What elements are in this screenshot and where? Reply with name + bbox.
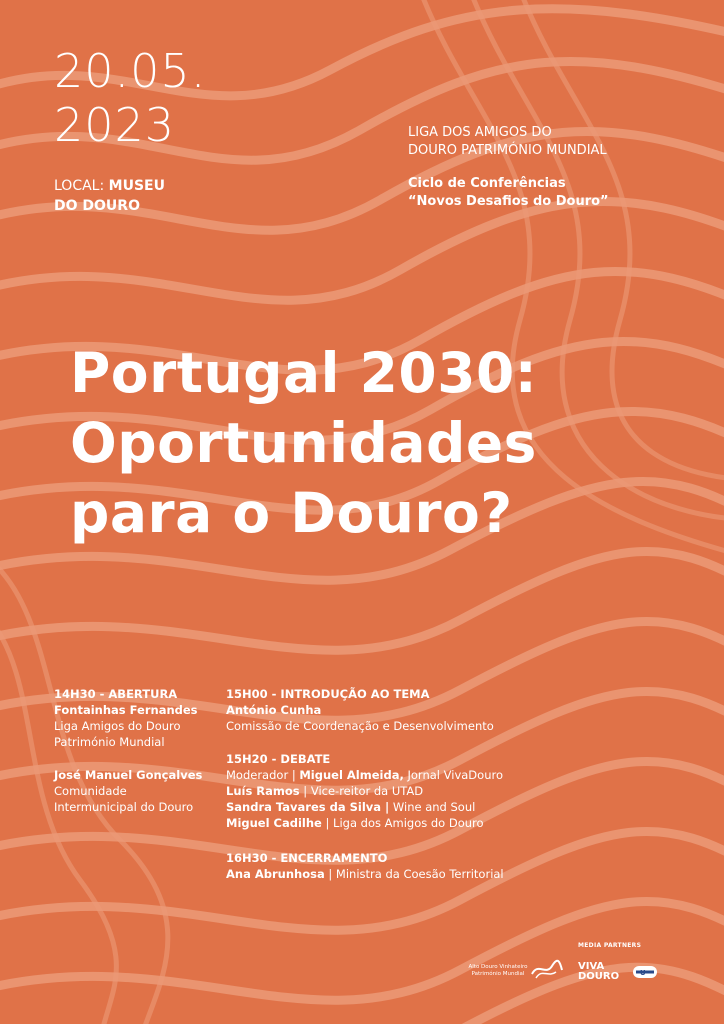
panelist1-name: Luís Ramos (226, 784, 300, 798)
intro-speaker-name: António Cunha (226, 703, 322, 717)
alto-douro-logo-text (468, 964, 528, 978)
debate-panelist-1 (226, 783, 556, 799)
speaker1-name: Fontainhas Fernandes (54, 703, 198, 717)
viva-line2: DOURO (578, 971, 620, 982)
speaker1-role-line1: Liga Amigos do Douro (54, 719, 181, 733)
headline-line1: Portugal 2030: (70, 341, 538, 405)
speaker2 (54, 767, 224, 815)
adv-line1: Alto Douro Vinhateiro (468, 964, 528, 970)
opening-title: 14H30 - ABERTURA (54, 687, 178, 701)
debate-moderator (226, 767, 556, 783)
panelist2-name: Sandra Tavares da Silva | (226, 800, 390, 814)
closing-speaker (226, 866, 556, 882)
headline-line2: Oportunidades (70, 411, 537, 475)
media-partners-label: MEDIA PARTNERS (578, 942, 642, 949)
headline-line3: para o Douro? (70, 481, 513, 545)
speaker1-role-line2: Património Mundial (54, 735, 165, 749)
main-headline (70, 338, 537, 548)
intro-title: 15H00 - INTRODUÇÃO AO TEMA (226, 687, 430, 701)
viva-douro-logo (578, 962, 619, 982)
organizer-name (408, 124, 607, 160)
program-right-column (226, 686, 556, 882)
event-date (54, 44, 206, 152)
organizer-line1: LIGA DOS AMIGOS DO (408, 125, 552, 140)
closing-speaker-name: Ana Abrunhosa (226, 867, 325, 881)
moderator-name: Miguel Almeida, (299, 768, 404, 782)
location-place-line1: MUSEU (108, 178, 165, 194)
viva-line1: VIVA (578, 961, 605, 972)
organizer-line2: DOURO PATRIMÓNIO MUNDIAL (408, 143, 607, 158)
opening-session (54, 686, 224, 750)
panelist1-role: | Vice-reitor da UTAD (299, 784, 424, 798)
speaker2-name: José Manuel Gonçalves (54, 768, 203, 782)
conference-cycle (408, 175, 609, 211)
moderator-org: Jornal VivaDouro (403, 768, 503, 782)
closing-title: 16H30 - ENCERRAMENTO (226, 851, 388, 865)
intro-session (226, 686, 556, 734)
adv-line2: Património Mundial (471, 971, 525, 977)
debate-panelist-2 (226, 799, 556, 815)
panelist3-role: | Liga dos Amigos do Douro (321, 816, 484, 830)
cycle-line1: Ciclo de Conferências (408, 176, 566, 191)
debate-title: 15H20 - DEBATE (226, 752, 331, 766)
panelist2-role: Wine and Soul (389, 800, 476, 814)
alto-douro-wine-logo-icon (530, 958, 564, 980)
cycle-line2: “Novos Desafios do Douro” (408, 194, 609, 209)
debate-session (226, 751, 556, 831)
event-location (54, 176, 165, 216)
location-label: LOCAL: (54, 178, 105, 194)
program-left-column (54, 686, 224, 815)
closing-speaker-role: | Ministra da Coesão Territorial (324, 867, 504, 881)
speaker2-role-line1: Comunidade (54, 784, 127, 798)
svg-text:U: U (640, 969, 646, 977)
speaker2-role-line2: Intermunicipal do Douro (54, 800, 194, 814)
moderator-label: Moderador | (226, 768, 300, 782)
closing-session (226, 850, 556, 882)
debate-panelist-3 (226, 815, 556, 831)
date-year: 2023 (54, 98, 176, 152)
panelist3-name: Miguel Cadilhe (226, 816, 322, 830)
date-day-month: 20.05. (54, 44, 207, 98)
partner-logos (440, 940, 680, 990)
location-place-line2: DO DOURO (54, 198, 140, 214)
intro-speaker-role: Comissão de Coordenação e Desenvolvimento (226, 719, 494, 733)
regional-newspaper-logo-icon (632, 962, 658, 984)
